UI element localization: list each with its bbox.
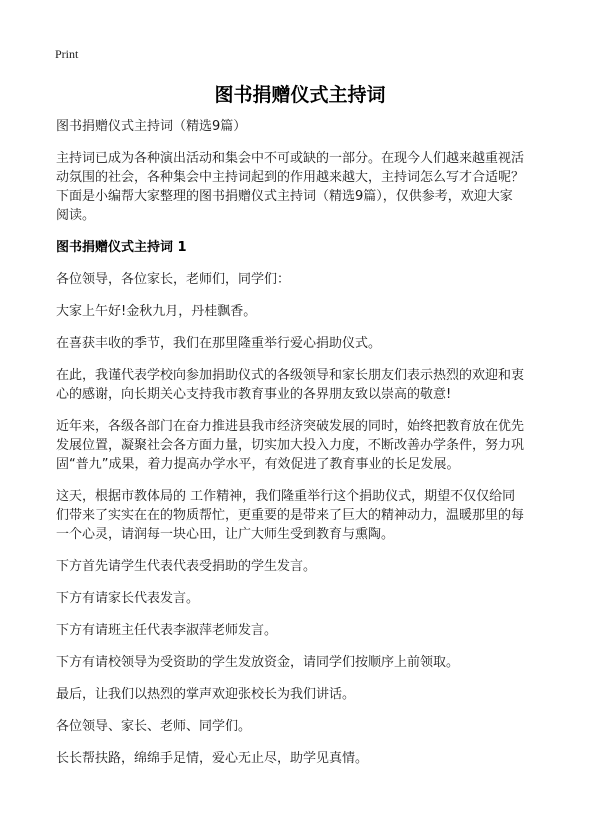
- article-subtitle: 图书捐赠仪式主持词（精选9篇）: [56, 119, 247, 134]
- paragraph-closing-line: 长长帮扶路，绵绵手足情，爱心无止尽，助学见真情。: [56, 751, 369, 766]
- print-link[interactable]: Print: [55, 47, 79, 61]
- paragraph-greeting: 各位领导，各位家长，老师们，同学们：: [56, 272, 291, 287]
- paragraph-welcome-thanks: 在此，我谨代表学校向参加捐助仪式的各级领导和家长朋友们表示热烈的欢迎和衷 心的感谢，向长期关心支持我市教育事业的各界朋友致以崇高的敬意!: [56, 368, 525, 402]
- page-title: 图书捐赠仪式主持词: [214, 84, 386, 106]
- paragraph-teacher-speech: 下方有请班主任代表李淑萍老师发言。: [56, 623, 278, 638]
- intro-paragraph: 主持词已成为各种演出活动和集会中不可或缺的一部分。在现今人们越来越重视活 动氛围的社会，各种集会中主持词起到的作用越来越大，主持词怎么写才合适呢？ 下面是小编帮大家整理的图书捐赠仪式主持词（精选9篇），仅供参考，欢迎大家 阅读。: [56, 151, 525, 223]
- paragraph-address: 各位领导、家长、老师、同学们。: [56, 719, 252, 734]
- paragraph-good-morning: 大家上午好!金秋九月，丹桂飘香。: [56, 304, 257, 319]
- paragraph-principal-speech: 最后，让我们以热烈的掌声欢迎张校长为我们讲话。: [56, 687, 356, 702]
- article-body: [56, 117, 550, 781]
- paragraph-fund-distribution: 下方有请校领导为受资助的学生发放资金，请同学们按顺序上前领取。: [56, 655, 460, 670]
- paragraph-education-development: 近年来，各级各部门在奋力推进县我市经济突破发展的同时，始终把教育放在优先 发展位置，凝聚社会各方面力量，切实加大投入力度，不断改善办学条件，努力巩 固“普九”成果，着力提高办学水平，有效促进了教育事业的长足发展。: [56, 419, 525, 472]
- paragraph-parent-speech: 下方有请家长代表发言。: [56, 591, 200, 606]
- paragraph-ceremony-purpose: 这天，根据市教体局的 工作精神，我们隆重举行这个捐助仪式，期望不仅仅给同 们带来了实实在在的物质帮忙，更重要的是带来了巨大的精神动力，温暖那里的每 一个心灵，请润每一块心田，让广大师生受到教育与熏陶。: [56, 489, 525, 542]
- paragraph-ceremony-announcement: 在喜获丰收的季节，我们在那里隆重举行爱心捐助仪式。: [56, 336, 382, 351]
- section-heading: 图书捐赠仪式主持词 1: [56, 240, 187, 255]
- paragraph-student-speech: 下方首先请学生代表代表受捐助的学生发言。: [56, 559, 317, 574]
